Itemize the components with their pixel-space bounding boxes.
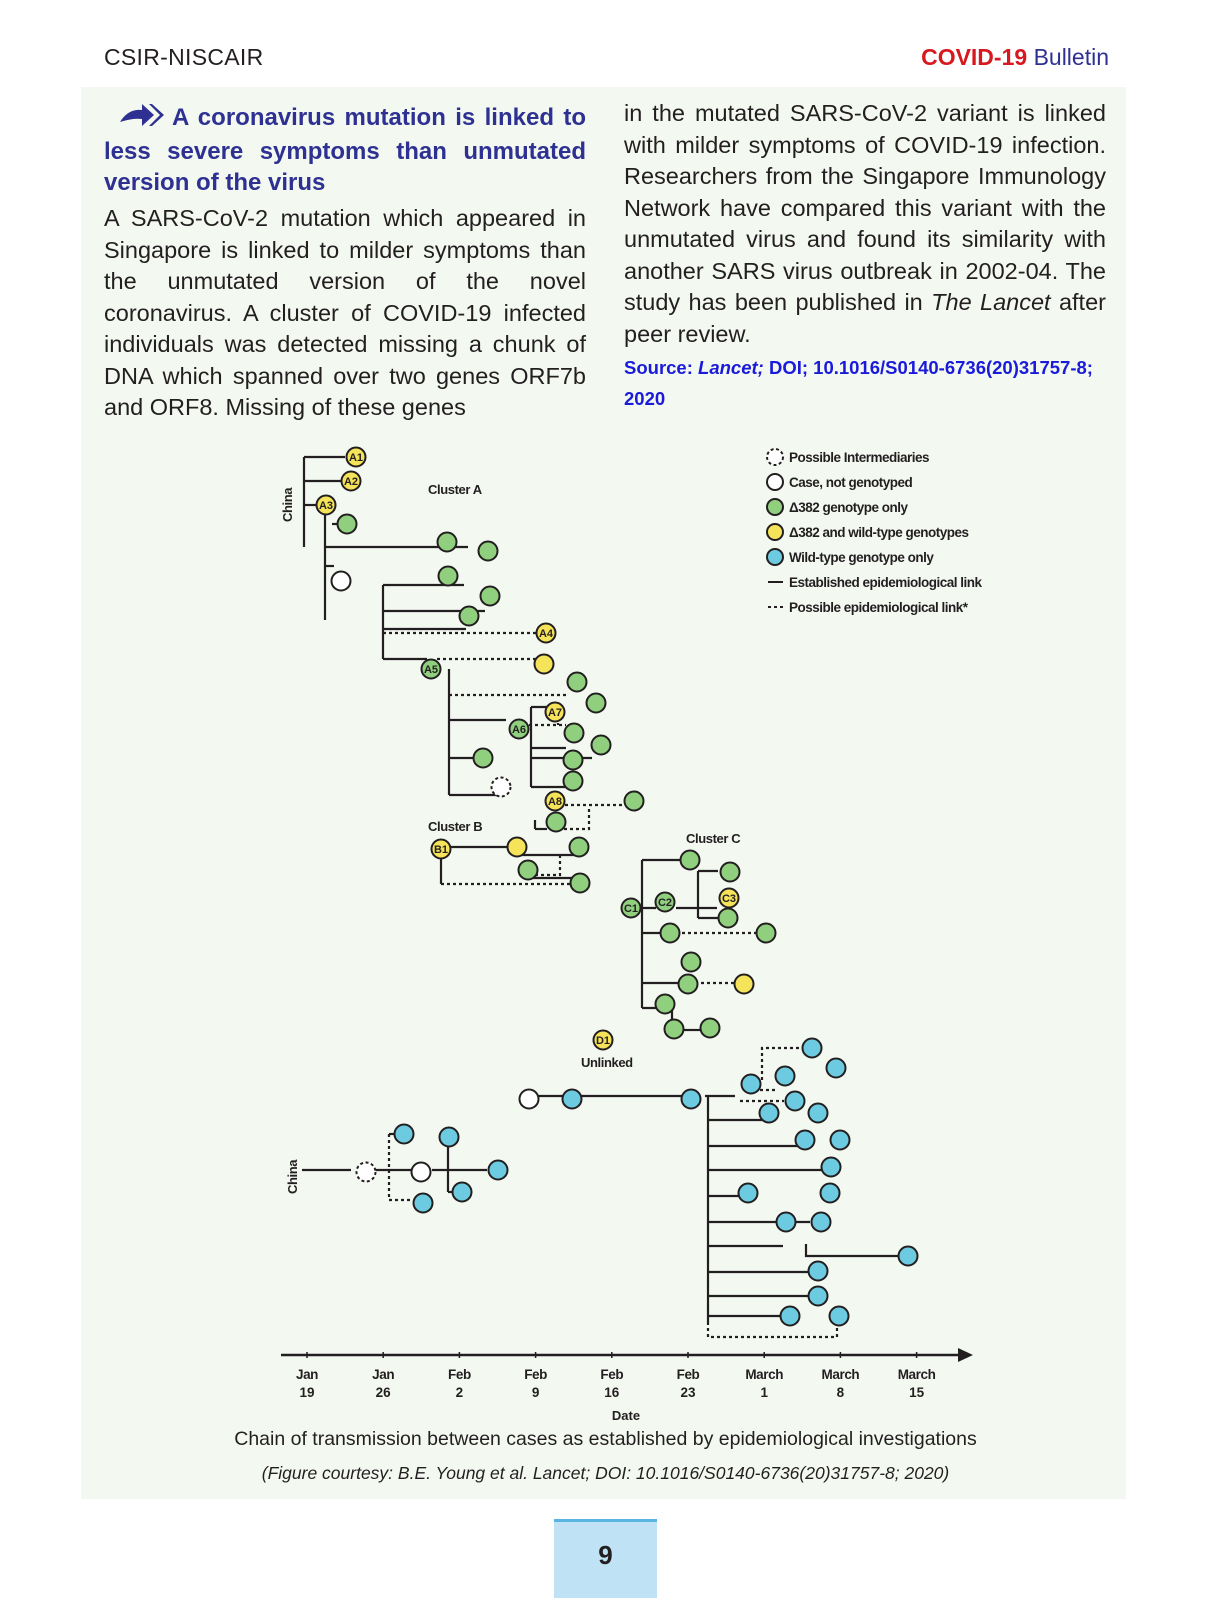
case-node <box>625 792 644 811</box>
body-right-journal: The Lancet <box>931 289 1051 315</box>
axis-tick-label: Jan <box>295 1367 319 1382</box>
case-node <box>571 874 590 893</box>
case-node <box>682 1090 701 1109</box>
case-node <box>479 542 498 561</box>
case-node <box>776 1067 795 1086</box>
bulletin-word: Bulletin <box>1033 44 1109 70</box>
case-node <box>508 838 527 857</box>
case-node <box>492 778 511 797</box>
case-node <box>414 1194 433 1213</box>
possible-link-line <box>708 1320 837 1337</box>
node-label: A5 <box>423 664 439 676</box>
axis-tick-label: 8 <box>836 1385 845 1400</box>
case-node <box>830 1307 849 1326</box>
possible-link-line <box>535 855 560 875</box>
case-node <box>796 1131 815 1150</box>
case-node <box>803 1039 822 1058</box>
bulletin-covid: COVID-19 <box>921 44 1028 70</box>
node-label: A1 <box>348 452 364 464</box>
source-journal: Lancet; <box>698 357 764 378</box>
node-label: A7 <box>547 707 563 719</box>
node-label: C1 <box>623 903 639 915</box>
case-node <box>563 1090 582 1109</box>
case-node <box>899 1247 918 1266</box>
case-node <box>438 533 457 552</box>
page-number: 9 <box>598 1540 613 1570</box>
axis-tick-label: 1 <box>760 1385 768 1400</box>
legend-label: Δ382 genotype only <box>789 500 908 515</box>
axis-tick-label: 2 <box>455 1385 464 1400</box>
case-node <box>735 975 754 994</box>
date-axis <box>281 1348 973 1423</box>
node-label: D1 <box>595 1035 611 1047</box>
axis-tick-label: 16 <box>604 1385 620 1400</box>
publisher-name: CSIR-NISCAIR <box>104 44 264 70</box>
axis-tick-label: 19 <box>299 1385 315 1400</box>
axis-tick-label: 15 <box>909 1385 925 1400</box>
legend-swatch <box>767 549 783 565</box>
case-node <box>565 724 584 743</box>
node-label: A3 <box>318 500 334 512</box>
case-node <box>453 1183 472 1202</box>
origin-label-bottom: China <box>285 1159 300 1194</box>
source-ref: DOI; 10.1016/S0140-6736(20)31757-8; 2020 <box>624 357 1093 409</box>
case-node <box>440 1128 459 1147</box>
case-node <box>760 1104 779 1123</box>
legend-swatch <box>767 474 783 490</box>
legend-swatch <box>767 524 783 540</box>
legend-label: Case, not genotyped <box>789 475 913 490</box>
axis-tick-label: Feb <box>524 1367 548 1382</box>
svg-text:Unlinked: Unlinked <box>581 1055 633 1070</box>
case-node <box>412 1163 431 1182</box>
case-node <box>460 607 479 626</box>
axis-tick-label: March <box>745 1367 784 1382</box>
node-label: A2 <box>343 476 359 488</box>
svg-text:Cluster A: Cluster A <box>428 482 482 497</box>
case-node <box>757 924 776 943</box>
node-label: A4 <box>538 628 554 640</box>
case-node <box>809 1287 828 1306</box>
case-node <box>679 975 698 994</box>
case-node <box>439 567 458 586</box>
case-node <box>809 1262 828 1281</box>
case-node <box>570 838 589 857</box>
case-node <box>831 1131 850 1150</box>
case-node <box>821 1184 840 1203</box>
node-label: C2 <box>657 897 673 909</box>
body-left-text: A SARS-CoV-2 mutation which appeared in Singapore is linked to milder symptoms than the unmutated version of the novel coronavirus. A cluster of COVID-19 infected individuals was detected missing a chunk of DNA which spanned over two genes ORF7b and ORF8. Missing of these genes <box>104 205 586 420</box>
case-node <box>338 515 357 534</box>
case-node <box>547 813 566 832</box>
axis-tick-label: Feb <box>447 1367 471 1382</box>
svg-text:Cluster B: Cluster B <box>428 819 483 834</box>
axis-tick-label: March <box>897 1367 936 1382</box>
case-node <box>568 673 587 692</box>
figure-labels <box>280 482 741 1194</box>
legend-label: Established epidemiological link <box>789 575 982 590</box>
node-label: A6 <box>511 724 527 736</box>
legend-label: Possible epidemiological link* <box>789 600 968 615</box>
source-label: Source: <box>624 357 699 378</box>
svg-text:Cluster C: Cluster C <box>686 831 741 846</box>
origin-label-top: China <box>280 487 295 522</box>
figure-credit: (Figure courtesy: B.E. Young et al. Lancet; DOI: 10.1016/S0140-6736(20)31757-8; 2020) <box>261 1463 950 1483</box>
case-node <box>822 1158 841 1177</box>
axis-tick-label: 23 <box>680 1385 696 1400</box>
case-node <box>681 851 700 870</box>
case-node <box>519 861 538 880</box>
axis-tick-label: Jan <box>372 1367 395 1382</box>
case-node <box>827 1059 846 1078</box>
case-node <box>809 1104 828 1123</box>
node-label: A8 <box>547 796 563 808</box>
axis-arrowhead <box>958 1348 973 1362</box>
axis-title: Date <box>611 1408 641 1423</box>
axis-tick-label: 26 <box>375 1385 391 1400</box>
node-label: C3 <box>721 893 737 905</box>
case-node <box>587 694 606 713</box>
case-node <box>489 1161 508 1180</box>
axis-tick-label: Feb <box>600 1367 624 1382</box>
case-node <box>357 1163 376 1182</box>
figure-legend <box>767 449 983 615</box>
case-node <box>520 1090 539 1109</box>
legend-swatch <box>767 449 783 465</box>
figure-caption: Chain of transmission between cases as established by epidemiological investigations <box>234 1428 977 1450</box>
case-node <box>742 1075 761 1094</box>
body-right-pre: in the mutated SARS-CoV-2 variant is linked with milder symptoms of COVID-19 infection. Researchers from the Singapore Immunology Network have compared this variant with the unmutated virus and found its similarity with another SARS virus outbreak in 2002-04. The study has been published in <box>624 100 1106 315</box>
case-node <box>474 749 493 768</box>
legend-label: Possible Intermediaries <box>789 450 930 465</box>
axis-tick-label: 9 <box>531 1385 540 1400</box>
headline-text: A coronavirus mutation is linked to less severe symptoms than unmutated version of the virus <box>104 104 586 196</box>
case-node <box>661 924 680 943</box>
case-node <box>564 772 583 791</box>
established-link-line <box>806 1244 905 1256</box>
case-node <box>781 1307 800 1326</box>
case-node <box>719 909 738 928</box>
case-node <box>481 587 500 606</box>
case-node <box>564 751 583 770</box>
page-number-box <box>554 1519 657 1598</box>
case-node <box>786 1092 805 1111</box>
axis-tick-label: Feb <box>676 1367 700 1382</box>
case-node <box>701 1019 720 1038</box>
legend-label: Wild-type genotype only <box>789 550 934 565</box>
case-node <box>812 1213 831 1232</box>
case-node <box>592 736 611 755</box>
case-node <box>739 1184 758 1203</box>
case-node <box>682 953 701 972</box>
case-node <box>332 572 351 591</box>
body-right-post: after peer review. <box>624 289 1106 347</box>
case-node <box>395 1125 414 1144</box>
case-node <box>656 995 675 1014</box>
node-label: B1 <box>433 844 449 856</box>
axis-tick-label: March <box>821 1367 860 1382</box>
case-node <box>721 863 740 882</box>
case-node <box>535 655 554 674</box>
case-node <box>665 1020 684 1039</box>
legend-label: Δ382 and wild-type genotypes <box>789 525 969 540</box>
case-node <box>777 1213 796 1232</box>
legend-swatch <box>767 499 783 515</box>
